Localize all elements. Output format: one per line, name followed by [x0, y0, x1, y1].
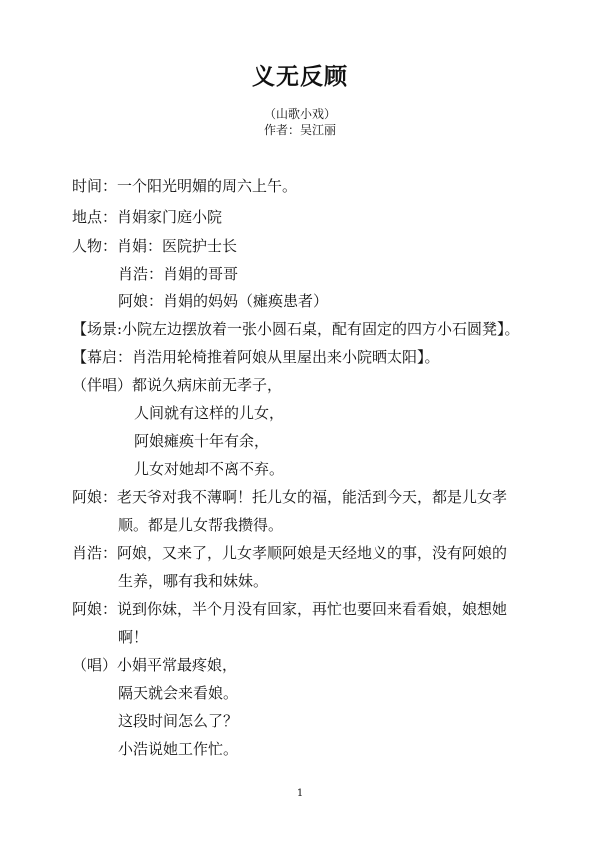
chorus-line: （伴唱）都说久病床前无孝子，: [72, 376, 283, 394]
song-line: 小浩说她工作忙。: [118, 740, 239, 758]
song-line: 这段时间怎么了？: [118, 712, 239, 730]
dialogue-line: 阿娘：老天爷对我不薄啊！托儿女的福，能活到今天，都是儿女孝: [72, 488, 508, 506]
dialogue-line: 肖浩：阿娘，又来了，儿女孝顺阿娘是天经地义的事，没有阿娘的: [72, 544, 508, 562]
page-number: 1: [296, 788, 304, 799]
time-line: 时间：一个阳光明媚的周六上午。: [72, 177, 298, 195]
author-name: 吴江丽: [300, 123, 337, 137]
dialogue-line: 生养，哪有我和妹妹。: [118, 572, 269, 590]
characters-line: 肖浩：肖娟的哥哥: [118, 265, 239, 283]
song-line: （唱）小娟平常最疼娘，: [72, 656, 238, 674]
dialogue-line: 啊！: [118, 628, 149, 646]
characters-line: 人物：肖娟：医院护士长: [72, 237, 238, 255]
dialogue-line: 阿娘：说到你妹，半个月没有回家，再忙也要回来看看娘，娘想她: [72, 600, 508, 618]
author-line: [0, 122, 600, 138]
author-label: 作者：: [263, 123, 300, 137]
characters-line: 阿娘：肖娟的妈妈（瘫痪患者）: [118, 292, 329, 310]
dialogue-line: 顺。都是儿女帮我攒得。: [118, 516, 284, 534]
document-subtitle: （山歌小戏）: [263, 107, 336, 121]
chorus-line: 阿娘瘫痪十年有余，: [134, 432, 270, 450]
song-line: 隔天就会来看娘。: [118, 684, 239, 702]
document-title: 义无反顾: [252, 63, 348, 90]
curtain-direction: 【幕启：肖浩用轮椅推着阿娘从里屋出来小院晒太阳】。: [72, 348, 440, 366]
place-line: 地点：肖娟家门庭小院: [72, 208, 223, 226]
chorus-line: 人间就有这样的儿女，: [134, 404, 285, 422]
chorus-line: 儿女对她却不离不弃。: [134, 460, 285, 478]
scene-direction: 【场景:小院左边摆放着一张小圆石桌，配有固定的四方小石圆凳】。: [72, 320, 520, 338]
